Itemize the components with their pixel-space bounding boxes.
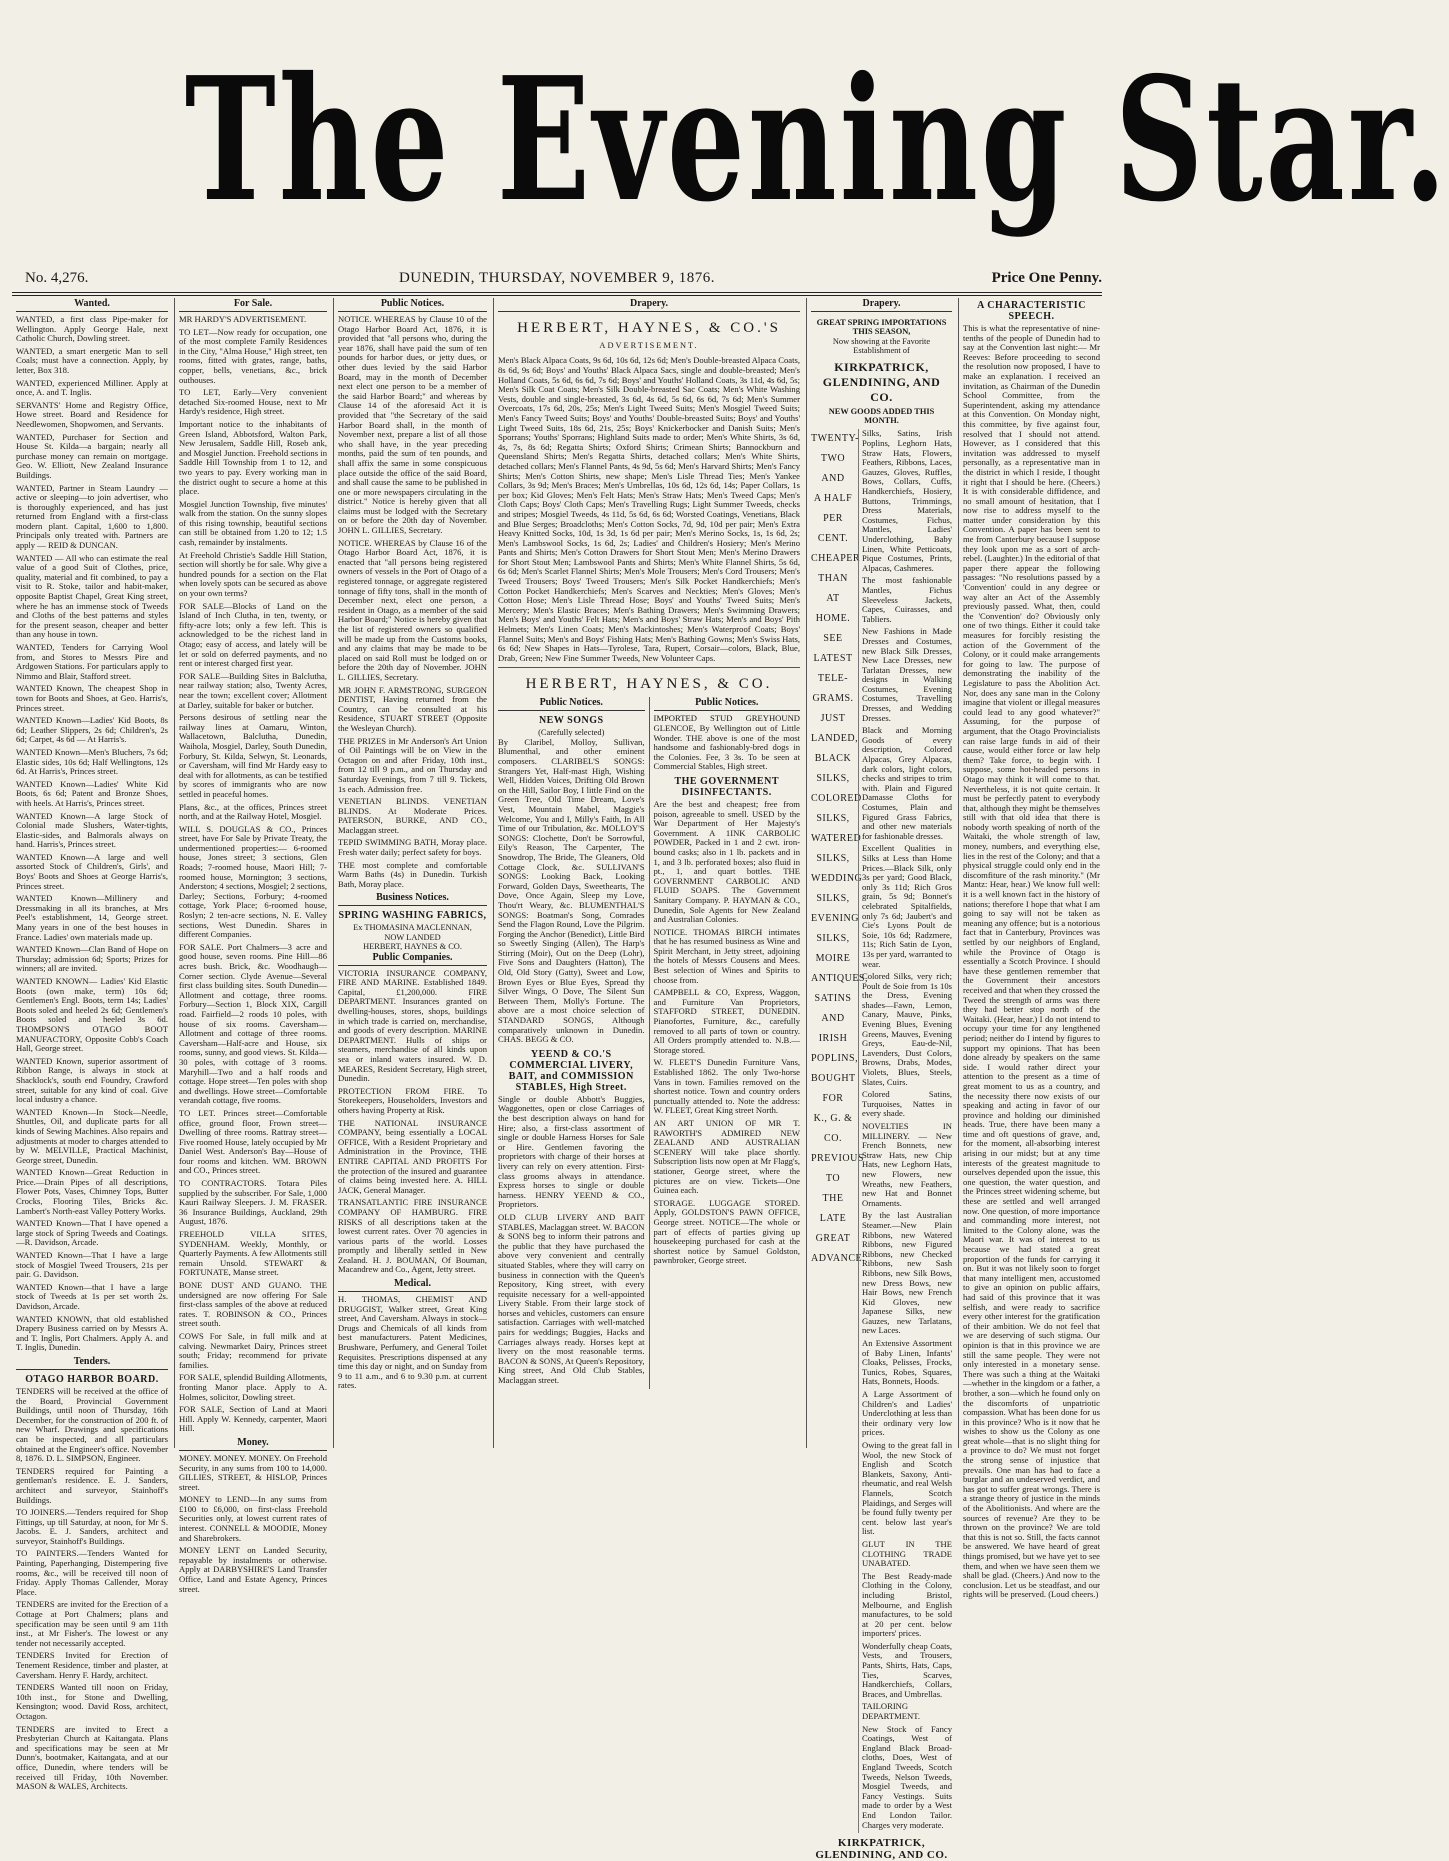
banner-word: FOR [822,1093,844,1105]
section-heading-medical: Medical. [338,1278,487,1292]
banner-word: POPLINS, [811,1053,859,1065]
ad: WANTED — All who can estimate the real value of a good Suit of Clothes, price, quality, material and fit combined, to pay a visit to R. Stoke, tailor and habit-maker, opposite Baptist Chapel, Great King street, where he has an immense stock of Tweeds and Cloths of the best patterns and styles for the present season, cheaper and better than any house in town. [16,552,168,640]
column-public-notices [333,298,491,1448]
ad: SERVANTS' Home and Registry Office, Howe street. Board and Residence for Needlewomen, Shopwomen, and Servants. [16,399,168,429]
place-date: DUNEDIN, THURSDAY, NOVEMBER 9, 1876. [398,270,716,286]
ad: WANTED Known, The cheapest Shop in town for Boots and Shoes, at Geo. Harris's, Princes street. [16,683,168,713]
yeend-body: Single or double Abbott's Buggies, Waggonettes, open or close Carriages of the best description always on hand for Hire; also, a first-class assortment of single or double Harness Horses for Sale or Hire. Gentlemen favoring the proprietors with charge of their horses at livery can rely on every attention. First-class grooms always in attendance. Express horses to single or double harness. HENRY YEEND & CO., Proprietors. [498,1093,645,1210]
kg-top-title: GREAT SPRING IMPORTATIONS THIS SEASON, [816,318,947,337]
tenders-title: OTAGO HARBOR BOARD. [25,1373,159,1385]
banner-word: JUST [820,713,846,725]
banner-word: BOUGHT [811,1073,856,1085]
kg-paragraph: New Stock of Fancy Coatings, West of England Black Broad-cloths, Does, West of England Tweeds, Scotch Tweeds, Nelson Tweeds, Mosgiel Tweeds, and Fancy Vestings. Suits made to order by a West End London Tailor. Charges very moderate. [862,1723,952,1830]
campbell-ad: CAMPBELL & CO, Express, Waggon, and Furniture Van Proprietors, STAFFORD STREET, DUNEDIN. Pianofortes, Furniture, &c., carefully removed to all parts of town or country. All Orders promptly attended to. N.B.—Storage stored. [653,987,800,1055]
section-heading-drapery-2: Drapery. [811,298,952,312]
banner-word: TWENTY- [811,433,859,445]
sale-ad: WILL S. DOUGLAS & CO., Princes street, have For Sale by Private Treaty, the undermentioned properties:— 6-roomed house, Jones street; 3 sections, Glen Roads; 7-roomed house, Maori Hill; 7-roomed house, Mornington; 3 sections, Anderston; 4 sections, Mosgiel; 2 sections, Darley; Sections, Forbury; 4-roomed cottage, York Place; 6-roomed house, Roslyn; 2 ten-acre sections, N. E. Valley sections, West Dunedin. Shares in different Companies. [179,823,327,940]
banner-word: IRISH [818,1033,848,1045]
company-ad: THE NATIONAL INSURANCE COMPANY, being essentially a LOCAL OFFICE, With a Resident Proprietary and Administration in the Province, THE ENTIRE CAPITAL AND PROFITS For the protection of the insured and guarantee of claims being invested here. A. HILL JACK, General Manager. [338,1117,487,1195]
old-club-ad: OLD CLUB LIVERY AND BAIT STABLES, Maclaggan street. W. BACON & SONS beg to inform their patrons and the public that they have purchased the above very convenient and centrally situated Stables, where they will carry on business in connection with the Queen's Repository, King street, with every requisite necessary for a well-appointed Livery Stable. From their large stock of horses and vehicles, customers can ensure satisfaction. Carriages with well-matched pairs for weddings; Buggies, Hacks and Carriages always ready. Horses kept at livery on the most reasonable terms. BACON & SONS, At Queen's Repository, King street, And Old Club Stables, Maclaggan street. [498,1211,645,1386]
divider [498,667,800,668]
sale-ad: Important notice to the inhabitants of Green Island, Abbotsford, Walton Park, New Jerusalem, Saddle Hill, Roseb ank, and Mosgiel Junction. Freehold sections in Saddle Hill Township from 1 to 12, and two years to pay. Every working man in the district ought to secure a home at this place. [179,418,327,497]
newspaper-title: The Evening Star. [184,40,1449,240]
sale-ad: FREEHOLD VILLA SITES, SYDENHAM. Weekly, Monthly, or Quarterly Payments. A few Allotments still remain Unsold. STEWART & FORTUNATE, Manse street. [179,1229,327,1278]
tender: TENDERS required for Painting a gentleman's residence. E. J. Sanders, architect and surveyor, Stainhoff's Buildings. [16,1465,168,1505]
notice: THE PRIZES in Mr Anderson's Art Union of Oil Paintings will be on View in the Octagon on and after Friday, 10th inst., from 12 till 9 p.m., and on Thursday and Saturday Evenings, from 7 till 9. Tickets, 1s each. Admission free. [338,735,487,794]
section-heading-tenders: Tenders. [16,1356,168,1370]
sale-ad: TO LET—Now ready for occupation, one of the most complete Family Residences in the City, "Alma House," High street, ten rooms, fitted with grates, range, baths, copper, bells, venetians, &c., brick outhouses. [179,326,327,385]
hhc-footer: HERBERT, HAYNES, & CO. [525,676,773,693]
banner-word: TELE- [817,673,849,685]
ad: WANTED Known—That I have opened a large stock of Spring Tweeds and Coatings.—R. Davidson, Arcade. [16,1218,168,1248]
ad: WANTED Known—A large Stock of Colonial made Slushers, Water-tights, Elastic-sides, and Balmorals always on hand. Harris's, Princes street. [16,810,168,850]
banner-word: LANDED, [811,733,859,745]
banner-word: LATEST [813,653,853,665]
banner-word: SATINS [814,993,852,1005]
banner-word: A HALF [813,493,853,505]
banner-word: GREAT [815,1233,851,1245]
sale-ad: FOR SALE, splendid Building Allotments, fronting Manor place. Apply to A. Holmes, solicitor, Dowling street. [179,1372,328,1402]
kg-paragraph: The Best Ready-made Clothing in the Colony, including Bristol, Melbourne, and English manufactures, to be sold at 20 per cent. below importers' prices. [862,1570,952,1639]
art-union-ad: AN ART UNION OF MR T. RAWORTH'S ADMIRED NEW ZEALAND AND AUSTRALIAN SCENERY Will take place shortly. Subscription lists now open at Mr Flagg's, stationer, George street, where the pictures are on view. Tickets—One Guinea each. [653,1117,800,1196]
section-heading-companies: Public Companies. [338,952,487,966]
editorial-body: This is what the representative of nine-tenths of the people of Dunedin had to say at the Convention last night:— Mr Reeves: Before proceeding to second the resolution now proposed, I have to make an explanation. I received an invitation, as Chairman of the Dunedin School Committee, from the Superintendent, asking my attendance at this Convention. On Monday night, this committee, by five against four, resolved that I should not attend. However, as I considered that this invitation was addressed to myself personally, as a representative man in the district in which I reside, I thought it right that I should be here. (Cheers.) It is with considerable diffidence, and no small amount of hesitation, that I now rise to address myself to the matter under consideration by this Convention. A paper has been sent to me from Canterbury because I suppose they look upon me as a sort of arch-rebel. (Laughter.) In the editorial of that paper there appear the following passages: "No resolutions passed by a 'Convention' could in any degree or way alter an Act of the Assembly previously passed. What, then, could the 'Convention' do? Obviously only one of two things. Either it could take measures for forcibly resisting the action of the Government of the Colony, or it could make arrangements for going to law. The purpose of demonstrating the inability of the Legislature to pass the Abolition Act. Nor, does any sane man in the Colony imagine that violent or illegal measures could lead to any good whatever?" Assuming, for the purpose of argument, that the Otago Provincialists can raise large funds in aid of their cause, would either force or law help them? Take force, to begin with. I suppose, some hot-headed persons in Otago may think it will come to that. Nevertheless, it is not quite certain. It must be perfectly patent to everybody that, although they might be themselves still with that old idea that there is nobody worth speaking of north of the Waitaki, the whole strength of law, money, numbers, and everything else, lies in the rest of the Colony; and that a physical struggle could only end in the discomfiture of the rash minority." (Mr Mantz: Hear, hear.) We know full well: it is a well known fact in the history of nations; therefore I hope that what I am going to say will not be taken as meaning any offence; but is a notorious fact that in Canterbury, Provinces was settled by our neighbors of England, while the Province of Otago is essentially a Scotch Province. I should have these gentlemen remember that the Government their ancestors received and that when they crossed the Tweed the strength of arms was there they had better stop north of the Waitaki. (Hear, hear.) I do not intend to occupy your time for any lengthened period; neither do I intend by figures to support my opinions. That has been done already by speakers on the same side. I would rather direct your attention to the present as a time of great moment to us as a country, and the necessity there now exists of our speaking and acting in favor of our province and holding our diminished heads. True, there have been many a time and oft questions of grave, and, for the moment, all-absorbing interest arising in our midst; but at any time interests of the greatest magnitude to ourselves depended upon the issue, this one question, the water question, and the Princes street widening scheme, but these are settled and well arranged now. One question, of more importance and commanding more interest, not limited to the Colony alone, was the Maori war. It was of interest to us because we had stated a great proportion of the funds for carrying it on. But it was not likely soon to forget that many intelligent men, accustomed to give an opinion on public affairs, had said of this province that it was selfish, and were ready to sacrifice every other interest for the gratification of their ambition. We do not feel that we are deserving of such stigma. Our opinion is that in this province we are still the same people. They were not only interested in a monetary sense. There was such a thing at the Waitaki—whether in the kingdom or a father, a brother, a son—which he found only on the discomforts of unpatriotic compassion. What has been done for us in this province? Who is it now that he wishes to show us the Colony as one great whole—that is no slight thing for a province to do? We must not forget the strong sense of injustice that prevails. One man has had to face a burglar and an undeserved verdict, and has got to suffer great wrongs. There is a strange theory of justice in the minds of the Abolitionists. And where are the sources of revenue? Are they to be thrown on the province? We are told that this is not so. Still, the facts cannot be answered. We have heard of great things promised, but we have yet to see them, and when we have seen them we shall be glad. (Cheers.) And now to the conclusion. Let us be steadfast, and our rights will be preserved. (Loud cheers.) [963,323,1100,1600]
banner-word: THE [822,1193,844,1205]
ad: WANTED Known—A large and well assorted Stock of Children's, Girls', and Boys' Boots and Shoes at George Harris's, Princes street. [16,851,168,891]
kg-body [811,429,952,1833]
notice: VENETIAN BLINDS. VENETIAN BLINDS. At Moderate Prices. PATERSON, BURKE, AND CO., Maclaggan street. [338,796,487,835]
tender: TENDERS are invited to Erect a Presbyterian Church at Kaitangata. Plans and specifications may be seen at Mr Dunn's, bootmaker, Kaitangata, and at our office, Dunedin, where tenders will be received till Friday, 10th November. MASON & WALES, Architects. [16,1723,168,1792]
column-wanted [12,298,172,1792]
banner-word: PREVIOUS [811,1153,864,1165]
tender: TENDERS Wanted till noon on Friday, 10th inst., for Stone and Dwelling, Kensington; wood. David Ross, architect, Octagon. [16,1682,168,1721]
kg-vertical-banner [811,429,868,1833]
ad: WANTED, Partner in Steam Laundry —active or sleeping—to join advertiser, who is thoroughly experienced, and has just returned from England with a first-class modern plant. Capital, 1,600 to 1,800. Principals only treated with. Partners are apply — REID & DUNCAN. [16,482,168,551]
ad: WANTED Known—That I have a large stock of Mosgiel Tweed Trousers, 21s per pair. G. Davidson. [16,1250,168,1280]
kg-paragraph: Black and Morning Goods of every description, Colored Alpacas, Grey Alpacas, dark colors, light colors, checks and stripes to trim with. Plain and Figured Damasse Cloths for Costumes, Plain and Figured Grass Fabrics, and other new materials for fashionable dresses. [862,725,952,841]
section-heading-for-sale: For Sale. [179,298,327,312]
money-ad: MONEY LENT on Landed Security, repayable by instalments or otherwise. Apply at DARBYSHIRE'S Land Transfer Office, Land and Estate Agency, Princes street. [179,1545,327,1594]
banner-word: GRAMS. [812,693,854,705]
ad: WANTED KNOWN, that old established Drapery Business carried on by Messrs A. and T. Inglis, Port Chalmers. Apply A. and T. Inglis, Dunedin. [16,1313,168,1353]
spring-fabrics-landed: NOW LANDED [384,932,441,942]
notice: NOTICE. WHEREAS by Clause 16 of the Otago Harbor Board Act, 1876, it is enacted that "all persons being registered owners of vessels in the Port of Otago of a registered tonnage, or aggregate registered tonnage of fifty tons, shall in the month of December next, elect one person, a resident in Otago, as a member of the said Harbor Board;" Notice is hereby given that the list of registered owners so qualified will be made up from the Customs books, and any claims that may be made to be placed on said Roll must be lodged on or before the 20th day of November. JOHN L. GILLIES, Secretary. [338,537,487,682]
sale-ad: TO LET. Princes street—Comfortable office, ground floor, Frown street—Dwelling of three rooms. Rattray street—Five roomed House, lately occupied by Mr Daniel West. Anderson's Bay—House of four rooms and kitchen. WM. BROWN and CO., Princes street. [179,1107,327,1176]
ad: WANTED Known—Great Reduction in Price.—Drain Pipes of all descriptions, Flower Pots, Vases, Chimney Tops, Butter Crocks, Flooring Tiles, Bricks &c. Lambert's North-east Valley Pottery Works. [16,1167,168,1216]
sale-ad: Persons desirous of settling near the railway lines at Oamaru, Winton, Wallacetown, Balclutha, Dunedin, Waihola, Mosgiel, Darley, South Dunedin, Forbury, St. Kilda, Selwyn, St. Leonards, or Caversham, will find Mr Hardy easy to deal with for allotments, as can be testified by scores of immigrants who are now settled in peaceful homes. [179,712,327,799]
ad: WANTED, a first class Pipe-maker for Wellington. Apply George Hale, next Catholic Church, Dowling street. [16,314,168,344]
money-ad: MONEY. MONEY. MONEY. On Freehold Security, in any sums from 100 to 14,000. GILLIES, STREET, & HISLOP, Princes street. [179,1452,327,1492]
tender: TENDERS Invited for Erection of Tenement Residence, timber and plaster, at Caversham. Henry F. Hardy, architect. [16,1650,168,1680]
kg-paragraph: Wonderfully cheap Coats, Vests, and Trousers, Pants, Shirts, Hats, Caps, Ties, Scarves, Handkerchiefs, Collars, Braces, and Umbrellas. [862,1640,952,1699]
songs-subtitle: (Carefully selected) [538,728,605,738]
sale-ad: Mosgiel Junction Township, five minutes' walk from the station. On the sunny slopes of this rising township, beautiful sections can still be obtained from 1.20 to 12; 1.5 cash, remainder by instalments. [179,498,327,548]
section-heading-money: Money. [179,1437,327,1451]
editorial-title: A CHARACTERISTIC SPEECH. [977,300,1086,322]
banner-word: K., G. & CO. [813,1113,853,1145]
banner-word: BLACK [814,753,852,765]
section-heading-public-notices-b: Public Notices. [654,697,801,711]
top-rule [12,292,1102,293]
notice: TEPID SWIMMING BATH, Moray place. Fresh water daily; perfect safety for boys. [338,837,487,858]
sale-ad: Plans, &c., at the offices, Princes street north, and at the Railway Hotel, Mosgiel. [179,801,327,822]
banner-word: THAN [818,573,848,585]
birch-ad: NOTICE. THOMAS BIRCH intimates that he has resumed business as Wine and Spirit Merchant, in Jetty street, adjoining the hotels of Messrs Cousens and Mees. Best selection of Wines and Spirits to choose from. [653,926,800,985]
banner-word: AT [826,593,840,605]
banner-word: EVENING [811,913,859,925]
banner-word: LATE [819,1213,847,1225]
tender: TENDERS are invited for the Erection of a Cottage at Port Chalmers; plans and specification may be seen until 9 am 11th inst., at Mr Fisher's. The lowest or any tender not necessarily accepted. [16,1599,168,1648]
ad: WANTED Known—Men's Bluchers, 7s 6d; Elastic sides, 10s 6d; Half Wellingtons, 12s 6d. At Harris's, Princes street. [16,746,168,777]
spring-fabrics-title: SPRING WASHING FABRICS, [338,910,487,922]
section-heading-public-notices-a: Public Notices. [498,697,645,711]
banner-word: ADVANCE. [811,1253,866,1265]
ad: WANTED Known—Millinery and Dressmaking in all its branches, at Mrs Peel's establishment, 14, George street. Many years in one of the best houses in France. Ladies' own materials made up. [16,893,168,942]
section-heading-wanted: Wanted. [16,298,168,312]
songs-title: NEW SONGS [538,715,604,727]
banner-word: MOIRE [815,953,851,965]
banner-word: WATERED [811,833,862,845]
banner-word: TWO AND [820,453,846,485]
yeend-title: YEEND & CO.'S COMMERCIAL LIVERY, BAIT, and COMMISSION STABLES, High Street. [508,1048,634,1093]
songs-body: By Claribel, Molloy, Sullivan, Blumenthal, and other eminent composers. CLARIBEL'S SONGS: Strangers Yet, Half-mast High, Wishing Well, Hidden Voices, Drifting Old Brown on the Hill, Sailor Boy, I little Find on the Green Tree, Old Time Dream, Love's Vest, Mountain Mabel, Maggie's Welcome, You and I, Milly's Faith, In All Time of our Tribulation, &c. MOLLOY'S SONGS: Clochette, Don't be Sorrowful, Eily's Reason, The Carpenter, The Snowdrop, The Bride, The Gleaners, Old Cottage Clock, &c. SULLIVAN'S SONGS: Looking Back, Looking Forward, Golden Days, Sweethearts, The Dove, Once Again, Sleep my Love, Thou'rt Weary, &c. BLUMENTHAL'S SONGS: Boatman's Song, Comrades Send the Flagon Round, Love the Pilgrim. Forging the Anchor (Benedict), Little Bird so Sweetly Singing (Allen), The Harp's Stirring (Moir), Out on the Deep (Lohr), Five Sons and Daughters (Hatton), The Old, Old Story (Gatty), Sweet and Low, Brown Eyes or Blue Eyes, Spread thy Silver Wings, O Dove, The Silent Sun Between Them, Molly's Fortune. The above are a most choice selection of STANDARD SONGS, Although comparatively unknown in Dunedin. CHAS. BEGG & CO. [498,736,645,1045]
dateline [0,270,1114,292]
public-notices-right [649,697,801,1388]
public-notices-left [498,697,645,1388]
wanted-ads [16,315,168,1353]
hhc-title: HERBERT, HAYNES, & CO.'S [517,320,781,336]
banner-word: HOME. [815,613,851,625]
section-heading-drapery: Drapery. [498,298,800,312]
public-notices-split [498,697,800,1388]
banner-word: PER CENT. [817,513,849,545]
banner-word: COLORED [811,793,862,805]
ad: WANTED, Purchaser for Section and House St. Kilda—a bargain; nearly all purchase money can remain on mortgage. Geo. W. Elliott, New Zealand Insurance Buildings. [16,431,168,480]
kg-paragraph: TAILORING DEPARTMENT. [862,1701,920,1722]
notice: THE most complete and comfortable Warm Baths (4s) in Dunedin. Turkish Bath, Moray place. [338,859,487,889]
spring-fabrics-ship: Ex THOMASINA MACLENNAN, [353,923,472,933]
tender: TENDERS will be received at the office of the Board, Provincial Government Buildings, until noon of Thursday, 16th December, for the construction of 200 ft. of new Wharf. Drawings and specifications can be inspected, and all particulars obtained at the Engineer's office. November 8, 1876. D. L. SIMPSON, Engineer. [16,1385,168,1464]
hhc-body: Men's Black Alpaca Coats, 9s 6d, 10s 6d, 12s 6d; Men's Double-breasted Alpaca Coats, 8s 6d, 9s 6d; Boys' and Youths' Black Alpaca Sacs, single and double-breasted; Men's Holland Coats, 5s 6d, 6s 6d, 7s 6d; Boys' and Youths' Holland Coats, 3s 11d, 4s 6d, 5s; Men's Silk Coat Coats; Men's Silk Double-breasted Sac Coats; Men's White Washing Vests, double and single-breasted, 3s 6d, 4s 6d, 5s 6d, 6s 6d, 7s 6d; Men's Summer Overcoats, 17s 6d, 20s, 25s; Men's Light Tweed Suits; Men's Mosgiel Tweed Suits; Men's Fancy Tweed Suits; Boys' and Youths' Double-breasted Suits; Boys' and Youths' Light Tweed Suits, 18s 6d, 21s, 25s; Boys' Knickerbocker and Danish Suits; Men's Sporrans; Youths' Sporrans; Highland Suits made to order; Men's White Shirts, 3s 6d, 4s, 7s, 8s 6d; Regatta Shirts; Oxford Shirts; Crimean Shirts; Bannockburn and Queensland Shirts; Men's Regatta Shirts, detached collars; Men's White Shirts, detached collars; Men's Flannel Pants, 4s 9d, 5s 6d; Men's Harvard Shirts; Men's Fancy Shirts; Men's Cotton Shirts, new shape; Men's Lisle Thread Ties; Men's Yankee Collars, 3s 9d; Men's Braces; Men's Umbrellas, 10s 6d, 12s 6d, 14s; Paper Collars, 1s per box; Kid Gloves; Men's Felt Hats; Men's Straw Hats; Men's Tweed Caps; Men's Cloth Caps; Boys' Cloth Caps; Men's Travelling Rugs; Light Summer Tweeds, checks and stripes; Mosgiel Tweeds, 4s 11d, 5s 6d, 6s 6d; Worsted Coatings, Venetians, Black and Blue Serges; Broadcloths; Men's Cotton Socks, 7d, 9d, 10d per pair; Men's Extra Heavy Knitted Socks, 10d, 1s 3d, 1s 6d per pair; Men's Merino Socks, 1s, 1s 6d, 2s; Men's Lambswool Socks, 1s 6d, 2s; Ladies' and Children's Hosiery; Men's Merino Pants and Shirts; Men's Cotton Drawers for Short Stout Men; Men's Merino Drawers for Short Stout Men; Lambswool Pants and Shirts; Men's White Flannel Shirts, 5s 6d, 6s 6d; Men's Scarlet Flannel Shirts; Men's Mole Trousers; Men's Cord Trousers; Men's Tweed Trousers; Boys' Tweed Trousers; Men's Silk Pocket Handkerchiefs; Men's Cotton Pocket Handkerchiefs; Men's Scarves and Neckties; Men's Gloves; Men's Cotton Hose; Men's Lisle Thread Hose; Boys' and Youths' Tweed Suits; Men's Mercery; Men's Elastic Braces; Men's Bathing Drawers; Men's Swimming Drawers; Men's Boys' and Youths' Felt Hats; Men's and Boys' Straw Hats; Men's and Boys' Pith Helmets; Men's Linen Coats; Men's Mackintoshes; Men's Waterproof Coats; Boys' Flannel Suits; Men's and Boys' Fishing Hats; Men's Bathing Gowns; Men's Swiss Hats, 6s 6d; New Shapes in Hats—Tyrolese, Tara, Rupert, Corsair—colors, Black, Blue, Drab, Green; New Fine Summer Tweeds, New Volunteer Caps. [498,355,800,663]
price: Price One Penny. [991,270,1102,286]
company-ad: TRANSATLANTIC FIRE INSURANCE COMPANY OF HAMBURG. FIRE RISKS of all descriptions taken at the lowest current rates. Over 70 agencies in various parts of the world. Losses promptly and liberally settled in New Zealand. H. J. BOUMAN, Of Bouman, Macandrew and Co., Agent, Jetty street. [338,1197,487,1275]
sale-ad: COWS For Sale, in full milk and at calving. Newmarket Dairy, Princes street south; Friday; recommend for private families. [179,1330,327,1370]
banner-word: ANTIQUES, [811,973,868,985]
notice: MR JOHN F. ARMSTRONG, SURGEON DENTIST, Having returned from the Country, can be consulted at his Residence, STUART STREET (Opposite the Wesleyan Church). [338,684,487,733]
ad: WANTED Known—Ladies' White Kid Boots, 6s 6d; Patent and Bronze Shoes, with heels. At Harris's, Princes street. [16,778,168,808]
issue-number: No. 4,276. [25,270,89,286]
kg-paragraph: The most fashionable Mantles, Fichus Sleeveless Jackets, Capes, Cuirasses, and Tabliers. [862,575,952,624]
hhc-subtitle: ADVERTISEMENT. [599,341,699,350]
banner-word: SILKS, [816,773,850,785]
kg-paragraphs [858,429,952,1833]
kg-paragraph: Colored Silks, very rich; Poult de Soie from 1s 10s the Dress, Evening shades—Fawn, Lemon, Canary, Mauve, Pinks, Evening Blues, Evening Greens, Mauves, Evening Greys, Eau-de-Nil, Lavenders, Dust Colors, Browns, Drabs, Modes, Violets, Blues, Steels, Slates, Cuirs. [862,971,952,1087]
banner-word: AND [821,1013,845,1025]
kg-paragraph: A Large Assortment of Children's and Ladies' Underclothing at less than their ordinary very low prices. [862,1389,952,1438]
ad: WANTED Known—Clan Band of Hope on Thursday; admission 6d; Sports; Prizes for winners; all are invited. [16,944,168,974]
sale-ad: BONE DUST AND GUANO. THE undersigned are now offering For Sale first-class samples of the above at reduced rates. T. ROBINSON & CO., Princes street south. [179,1280,327,1329]
fleet-ad: W. FLEET'S Dunedin Furniture Vans, Established 1862. The only Two-horse Vans in town. Families removed on the shortest notice. Town and country orders punctually attended to. Note the address: W. FLEET, Great King street North. [653,1057,800,1116]
ad: WANTED Known—Ladies' Kid Boots, 8s 6d; Leather Slippers, 2s 6d; Children's, 2s 6d; Carpet, 4s 6d — At Harris's. [16,715,168,745]
banner-word: SEE [823,633,843,645]
top-rule-2 [12,295,1102,296]
kg-new-goods: NEW GOODS ADDED THIS MONTH. [828,406,935,426]
sale-ad: FOR SALE—Blocks of Land on the Island of Inch Clutha, in ten, twenty, or fifty-acre lots; only a few left. This is acknowledged to be the richest land in Otago; easy of access, and lately will be let or sold on deferred payments, and no rent or interest charged first year. [179,600,327,669]
banner-word: SILKS, [816,933,850,945]
sale-ad: FOR SALE, Section of Land at Maori Hill. Apply W. Kennedy, carpenter, Maori Hill. [179,1404,327,1434]
kg-paragraph: NOVELTIES IN MILLINERY. — New French Bonnets, new Straw Hats, new Chip Hats, new Leghorn Hats, new Flowers, new Wreaths, new Feathers, new Hat and Bonnet Ornaments. [862,1121,952,1208]
section-heading-business: Business Notices. [338,892,487,906]
medical-ad: H. THOMAS, CHEMIST AND DRUGGIST, Walker street, Great King street, And Caversham. Always in stock—Drugs and Chemicals of all kinds from best manufacturers. Patent Medicines, Brushware, Perfumery, and General Toilet Requisites. Prescriptions dispensed at any time this day or night, and on Sunday from 9 to 11 a.m., and 6 to 9.30 p.m. at current rates. [338,1294,487,1391]
banner-word: SILKS, [816,853,850,865]
kg-top-subtitle: Now showing at the Favorite Establishment of [832,336,931,356]
storage-ad: STORAGE. LUGGAGE STORED. Apply, GOLDSTON'S PAWN OFFICE, George street. NOTICE—The whole or part of effects of parties giving up housekeeping purchased for cash at the shortest notice by Samuel Goldston, pawnbroker, George street. [653,1197,800,1266]
sale-ad: MR HARDY'S ADVERTISEMENT. [179,314,307,324]
column-for-sale [174,298,331,1594]
disinfectants-body: Are the best and cheapest; free from poison, agreeable to smell. USED by the War Department of Her Majesty's Government. A 1INK CARBOLIC POWDER, Packed in 1 and 2 cwt. iron-bound casks; also in 1 lb. packets and in 1, and 3 lb. perforated boxes; also fluid in pt., 1, and quart bottles. THE GOVERNMENT CARBOLIC AND FLUID SOAPS. The Government Sanitary Company. P. HAYMAN & CO., Dunedin, Sole Agents for New Zealand and Australian Colonies. [653,798,800,925]
ad: WANTED, experienced Milliner. Apply at once, A. and T. Inglis. [16,377,168,398]
banner-word: SILKS, [816,813,850,825]
kg-paragraph: Colored Satins, Turquoises, Nattes in every shade. [862,1089,952,1119]
section-heading-public-notices: Public Notices. [338,298,487,312]
company-ad: PROTECTION FROM FIRE. To Storekeepers, Householders, Investors and others having Property at Risk. [338,1085,487,1115]
column-editorial [958,298,1104,1600]
notice: NOTICE. WHEREAS by Clause 10 of the Otago Harbor Board Act, 1876, it is provided that "all persons who, during the year 1876, shall have paid the sum of ten pounds for harbor dues, or jetty dues, or other dues levied by the said Harbor Board, may in the month of December next elect one person to be a member of the said Harbor Board;" and whereas by Clause 14 of the aforesaid Act it is provided that "the Secretary of the said Harbor Board shall, in the month of November next, prepare a list of all those who shall have, in the year preceding months, paid the sum of ten pounds, and shall affix the same in some conspicuous place outside the office of the said Board, and shall cause the same to be published in one or more newspapers circulating in the district." Notice is hereby given that all claims must be lodged with the Secretary on or before the 20th day of November. JOHN L. GILLIES, Secretary. [338,314,487,536]
sale-ad: TO LET, Early—Very convenient detached Six-roomed House, next to Mr Hardy's residence, High street. [179,387,327,417]
ad: WANTED, a smart energetic Man to sell Coals; must have a connection. Apply, by letter, Box 318. [16,345,168,375]
kg-paragraph: By the last Australian Steamer.—New Plain Ribbons, new Watered Ribbons, new Figured Ribbons, new Checked Ribbons, new Sash Ribbons, new Silk Bows, new Dress Bows, new Hair Bows, new French Kid Gloves, new Japanese Silks, new Gauzes, new Tarlatans, new Laces. [862,1210,952,1336]
tender: TO JOINERS.—Tenders required for Shop Fittings, up till Saturday, at noon, for Mr S. Jacobs. E. J. Sanders, architect and surveyor, Stainhoff's Buildings. [16,1507,168,1546]
ad: WANTED KNOWN— Ladies' Kid Elastic Boots (own make, term) 10s 6d; Gentlemen's Engl. Boots, term 14s; Ladies' Boots soled and heeled 2s 6d; Gentlemen's Boots soled and heeled 3s 6d. THOMPSON'S OTAGO BOOT MANUFACTORY, Opposite Cobb's Coach Hall, George street. [16,976,168,1054]
kg-paragraph: Owing to the great fall in Wool, the new Stock of English and Scotch Blankets, Saxony, Anti-rheumatic, and real Welsh Flannels, Scotch Plaidings, and Serges will be found fully twenty per cent. below last year's list. [862,1440,952,1537]
banner-word: SILKS, [816,893,850,905]
masthead [0,0,1449,265]
sale-ad: At Freehold Christie's Saddle Hill Station, section will shortly be for sale. Why give a hundred pounds for a section on the Flat when lovely spots can be secured as above on your own terms? [179,549,327,599]
kg-paragraph: GLUT IN THE CLOTHING TRADE UNABATED. [862,1538,952,1569]
banner-word: TO [825,1173,841,1185]
ad: WANTED, Tenders for Carrying Wool from, and Stores to Messrs Pire and Ardgowen Stations. For particulars apply to Nimmo and Blair, Stafford street. [16,642,168,681]
banner-word: CHEAPER [811,553,861,565]
ad: WANTED Known—In Stock—Needle, Shuttles, Oil, and duplicate parts for all kinds of Sewing Machines. Also repairs and adjustments at moder to charges attended to by W. MELVILLE, Practical Machinist, George street, Dunedin. [16,1106,168,1165]
disinfectants-title: THE GOVERNMENT DISINFECTANTS. [674,775,779,798]
ad: WANTED Known, superior assortment of Ribbon Range, is always in stock at Shacklock's, south end Foundry, Crawford street, suitable for any kind of coal. Give local industry a chance. [16,1055,168,1105]
kg-paragraph: New Fashions in Made Dresses and Costumes, new Black Silk Dresses, New Lace Dresses, new Tarlatan Dresses, new designs in Walking Costumes, Evening Costumes, Travelling Dresses, and Wedding Dresses. [862,626,952,723]
ad: WANTED Known—that I have a large stock of Tweeds at 1s per set worth 2s. Davidson, Arcade. [16,1281,168,1311]
tender: TO PAINTERS.—Tenders Wanted for Painting, Paperhanging, Distempering five rooms, &c., will be received till noon of Friday. Apply Thomas Callender, Moray Place. [16,1548,168,1597]
banner-word: WEDDING [811,873,863,885]
column-drapery-kg [806,298,956,1861]
company-ad: VICTORIA INSURANCE COMPANY, FIRE AND MARINE. Established 1849. Capital, £1,200,000. FIRE DEPARTMENT. Insurances granted on dwelling-houses, stores, shops, buildings in which trade is carried on, merchandise, and goods of every description. MARINE DEPARTMENT. Hulls of ships or steamers, merchandise of all kinds upon sea or inland waters insured. W. D. MEARES, Resident Secretary, High street, Dunedin. [338,967,487,1084]
kg-paragraph: Excellent Qualities in Silks at Less than Home Prices.—Black Silk, only 3s per yard; Good Black, only 3s 11d; Rich Gros grain, 5s 9d; Bonnet's celebrated Spitalfields, only 7s 6d; Jaubert's and Cie's Lyons Poult de Soie, 10s 6d; Radzmere, 11s; Rich Satin de Lyon, 13s per yard, warranted to wear. [862,843,952,969]
spring-fabrics-signature: HERBERT, HAYNES & CO. [363,942,462,952]
kg-firm-name: KIRKPATRICK, GLENDINING, AND CO. [822,359,941,404]
sale-ad: TO CONTRACTORS. Totara Piles supplied by the subscriber. For Sale, 1,000 Kauri Railway Sleepers. J. M. FRASER. 36 Insurance Buildings, Auckland, 29th August, 1876. [179,1178,327,1227]
money-ad: MONEY to LEND—In any sums from £100 to £6,000, on first-class Freehold Securities only, at lowest current rates of interest. CONNELL & MOODIE, Money and Sharebrokers. [179,1494,327,1543]
greyhound-ad: IMPORTED STUD GREYHOUND GLENCOE, By Wellington out of Little Wonder. THE above is one of the most handsome and fashionably-bred dogs in the Colonies. Fee, 3 3s. To be seen at Commercial Stables, High street. [653,713,800,772]
columns [12,298,1104,1861]
kg-paragraph: Silks, Satins, Irish Poplins, Leghorn Hats, Straw Hats, Flowers, Feathers, Ribbons, Laces, Gauzes, Gloves, Ruffles, Bows, Collars, Cuffs, Handkerchiefs, Hosiery, Buttons, Trimmings, Dress Materials, Costumes, Fichus, Mantles, Ladies' Underclothing, Baby Linen, White Petticoats, Pique Costumes, Prints, Alpacas, Cashmeres. [862,428,952,573]
column-drapery-hhc [493,298,804,1448]
sale-ad: FOR SALE. Port Chalmers—3 acre and good house, seven rooms. Pine Hill—86 acres bush. Brick, &c. Woodhaugh—Corner section. Clyde Avenue—Several first class building sites. South Dunedin—Allotment and cottage, three rooms. Forbury—Section 1, Block XIX, Cargill road. Fairfield—2 roods 10 poles, with house of six rooms. Caversham—Allotment and cottage of three rooms. Caversham—Half-acre and House, six rooms, sunny, and good views. St. Kilda—30 poles, with cottage of 3 rooms. Maryhill—Two and a half roods and cottage. Hope street—Ten poles with shop and dwellings. Howe street—Comfortable verandah cottage, five rooms. [179,941,327,1106]
sale-ad: FOR SALE—Building Sites in Balclutha, near railway station; also, Twenty Acres, near the town; excellent cover; Allotment at Darley, suitable for baker or butcher. [179,670,327,710]
kg-paragraph: An Extensive Assortment of Baby Linen, Infants' Cloaks, Pelisses, Frocks, Tunics, Robes, Squares, Hats, Bonnets, Hoods. [862,1338,952,1387]
kg-firm-footer: KIRKPATRICK, GLENDINING, AND CO. [815,1837,948,1861]
